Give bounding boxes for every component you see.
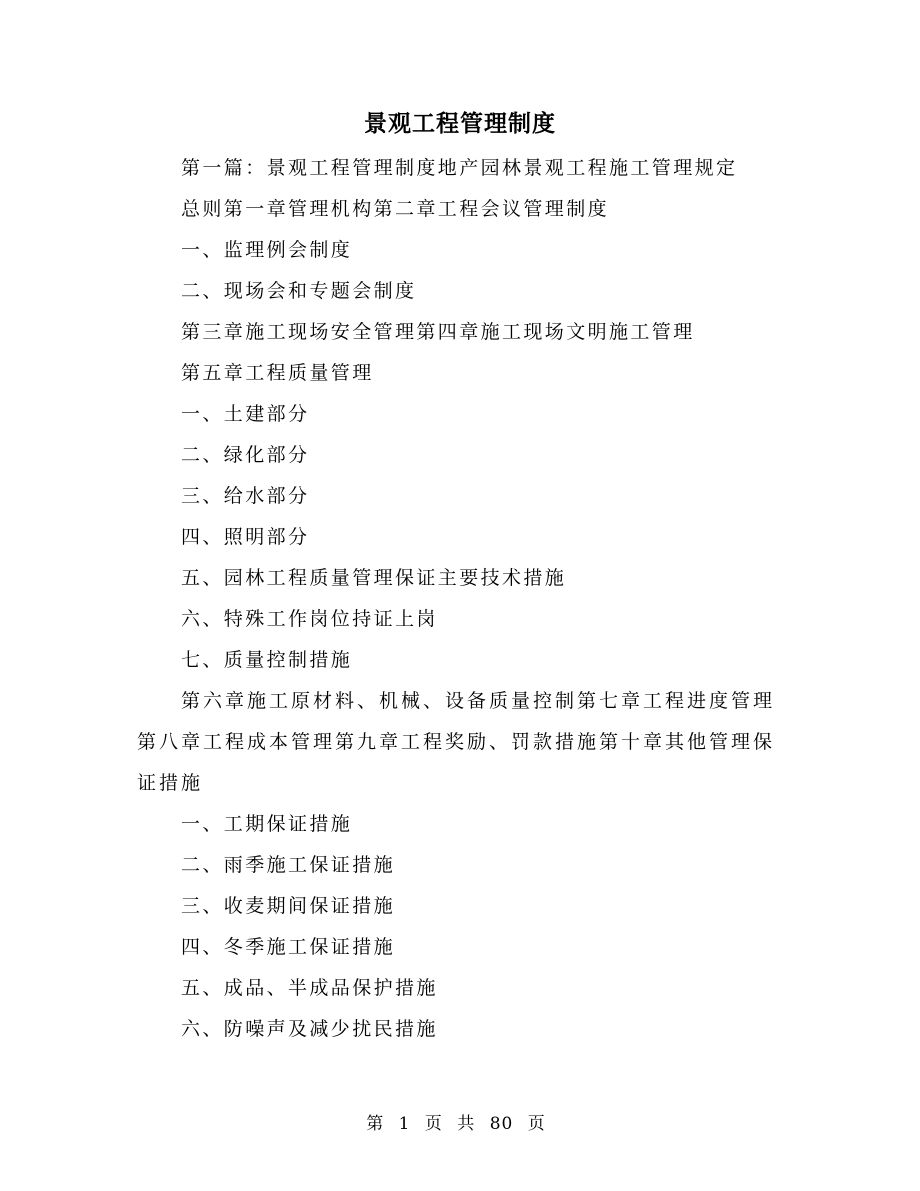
document-body	[137, 148, 787, 1050]
document-title: 景观工程管理制度	[364, 110, 556, 137]
page-footer	[0, 1110, 920, 1138]
paragraph: 二、雨季施工保证措施	[181, 854, 396, 876]
total-label-suffix: 页	[527, 1114, 546, 1134]
paragraph: 第五章工程质量管理	[181, 362, 374, 384]
paragraph: 第六章施工原材料、机械、设备质量控制第七章工程进度管理第八章工程成本管理第九章工程奖励、罚款措施第十章其他管理保证措施	[137, 690, 776, 794]
paragraph: 六、特殊工作岗位持证上岗	[181, 608, 438, 630]
paragraph: 二、现场会和专题会制度	[181, 280, 417, 302]
paragraph: 一、工期保证措施	[181, 813, 353, 835]
paragraph: 四、冬季施工保证措施	[181, 936, 396, 958]
paragraph: 二、绿化部分	[181, 444, 310, 466]
paragraph: 三、收麦期间保证措施	[181, 895, 396, 917]
paragraph: 四、照明部分	[181, 526, 310, 548]
paragraph: 六、防噪声及减少扰民措施	[181, 1018, 438, 1040]
paragraph: 三、给水部分	[181, 485, 310, 507]
paragraph: 五、园林工程质量管理保证主要技术措施	[181, 567, 567, 589]
total-pages: 80	[489, 1114, 514, 1134]
page-label-suffix: 页	[424, 1114, 443, 1134]
page-label-prefix: 第	[366, 1114, 385, 1134]
paragraph: 一、土建部分	[181, 403, 310, 425]
paragraph: 第一篇：景观工程管理制度地产园林景观工程施工管理规定	[181, 157, 738, 179]
paragraph: 总则第一章管理机构第二章工程会议管理制度	[181, 198, 610, 220]
paragraph: 一、监理例会制度	[181, 239, 353, 261]
total-label-prefix: 共	[457, 1114, 476, 1134]
paragraph: 第三章施工现场安全管理第四章施工现场文明施工管理	[181, 321, 695, 343]
paragraph: 七、质量控制措施	[181, 649, 353, 671]
paragraph: 五、成品、半成品保护措施	[181, 977, 438, 999]
page-number: 1	[398, 1114, 411, 1134]
